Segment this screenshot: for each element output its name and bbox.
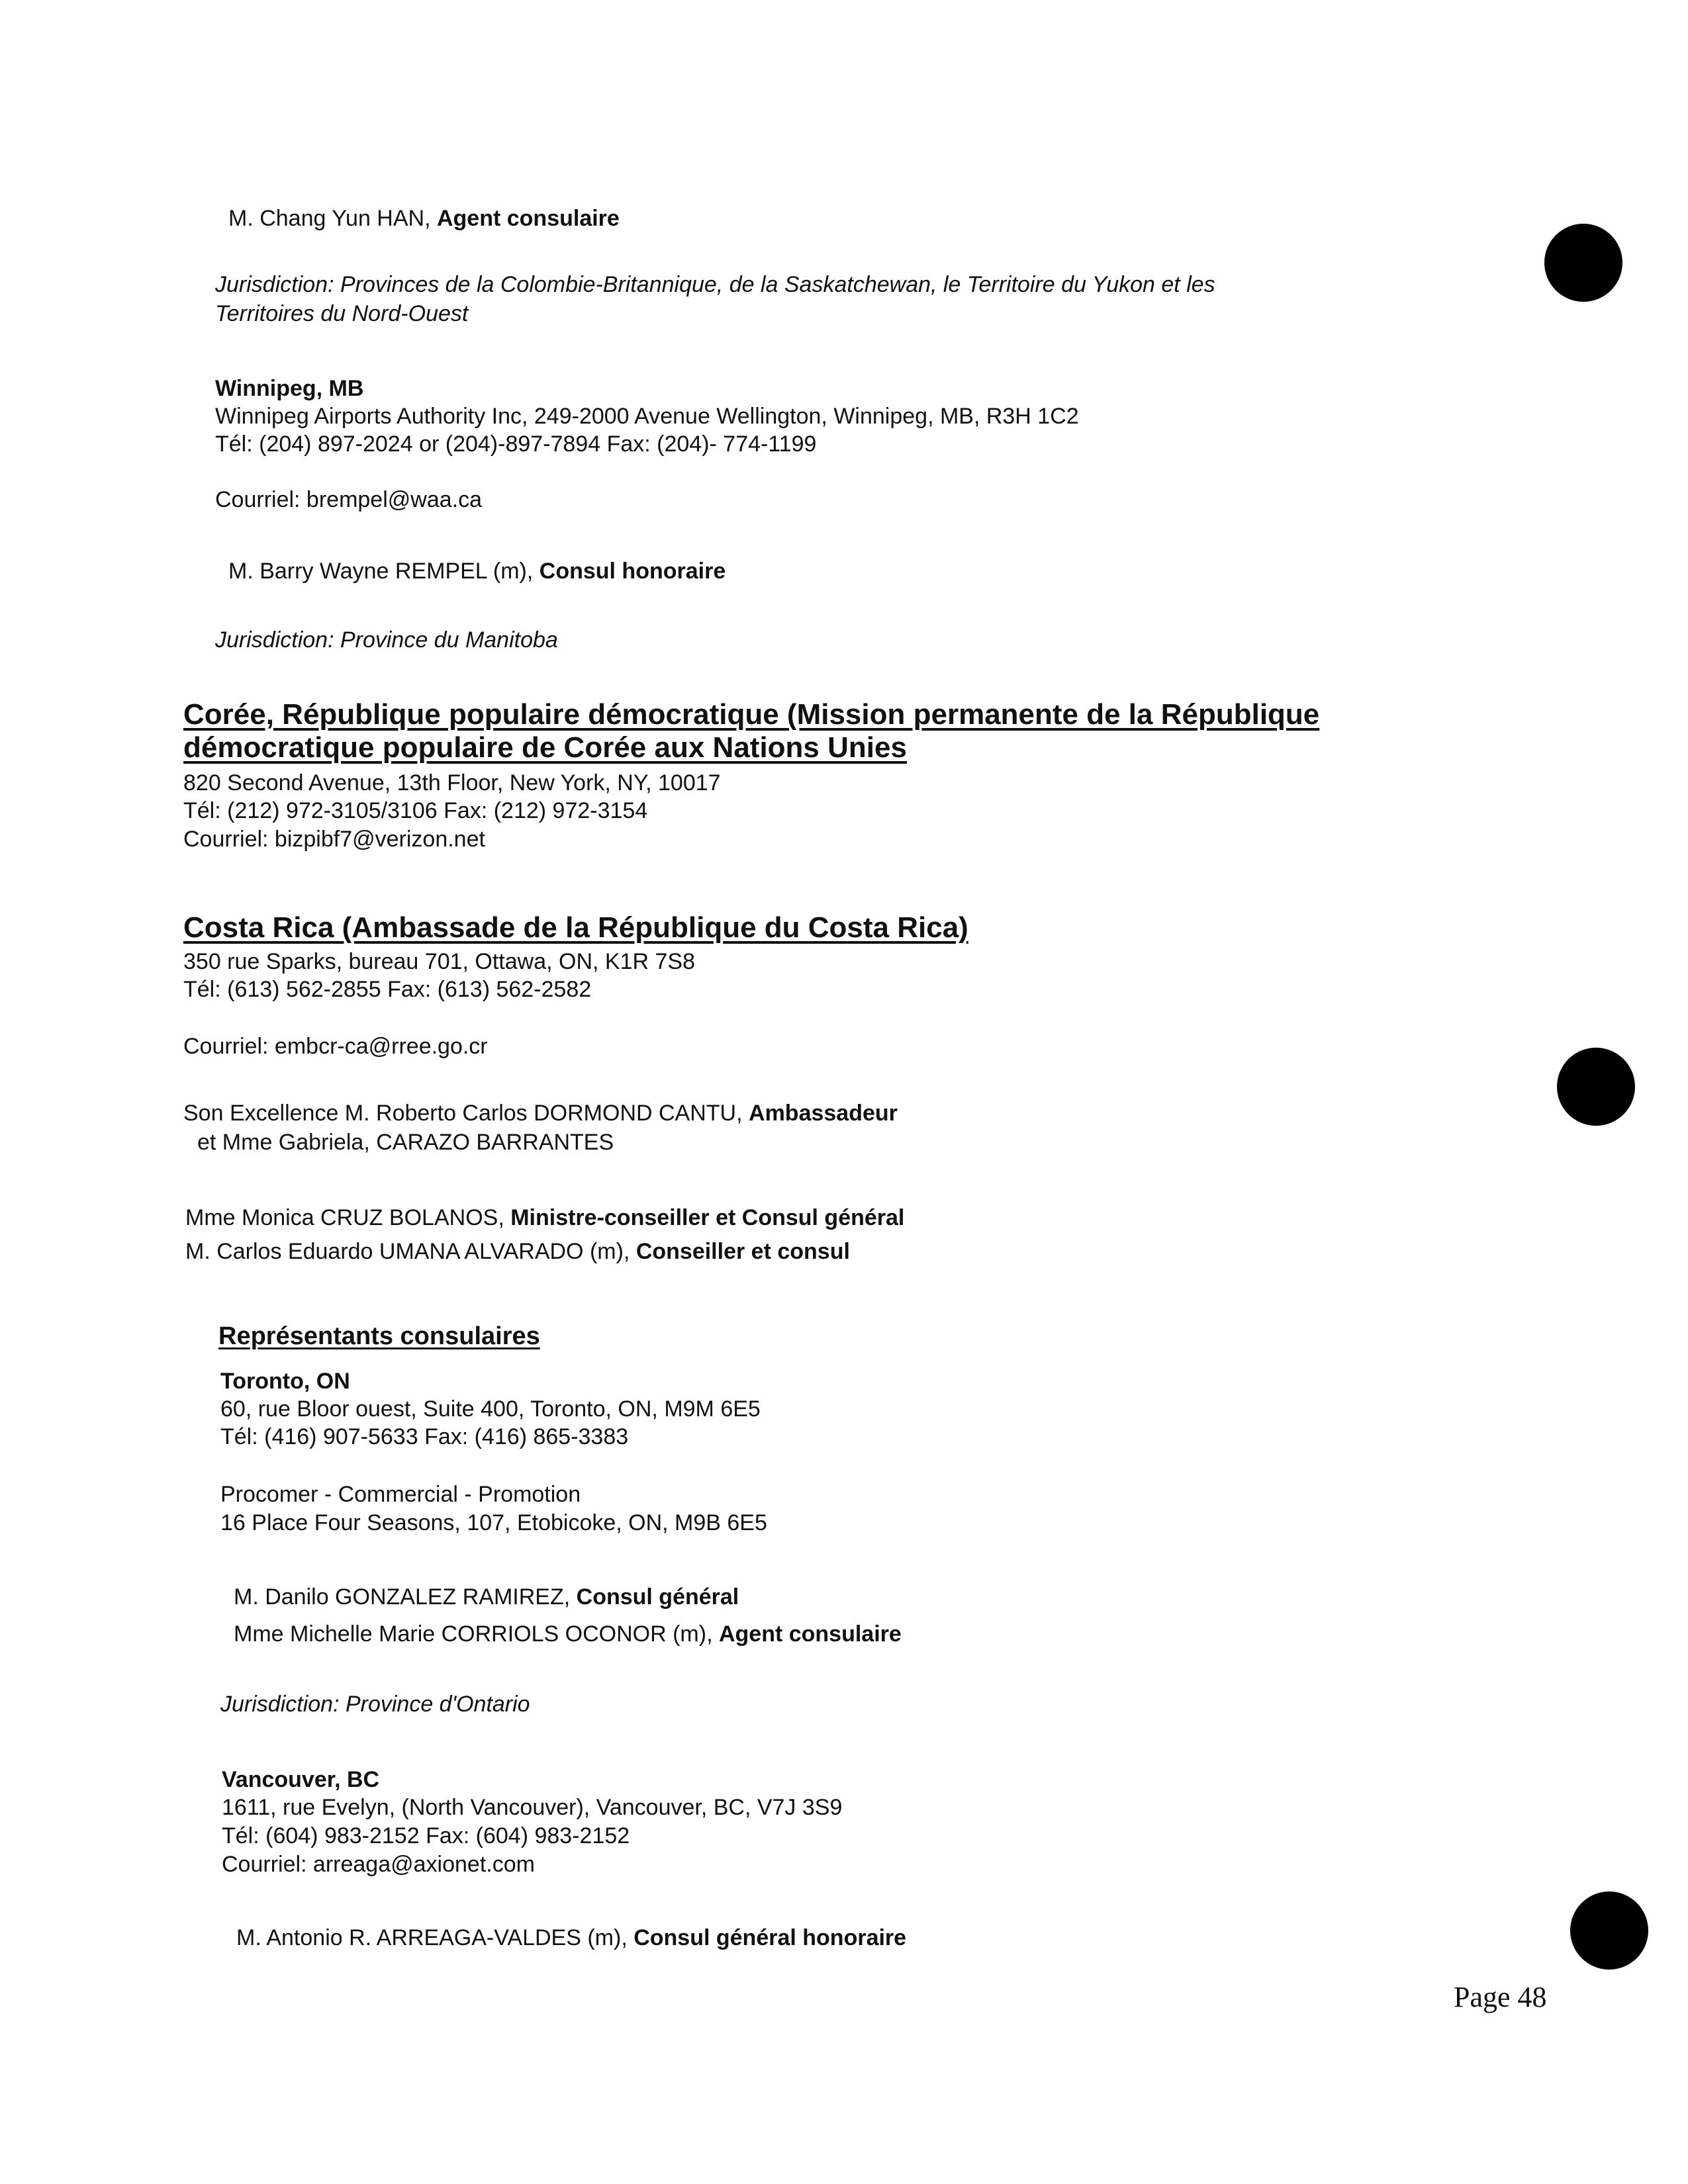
winnipeg-email: Courriel: brempel@waa.ca bbox=[215, 487, 483, 512]
coree-email: Courriel: bizpibf7@verizon.net bbox=[183, 827, 485, 852]
jurisdiction-han-line1: Jurisdiction: Provinces de la Colombie-Britannique, de la Saskatchewan, le Territoire du Yukon et les bbox=[215, 272, 1215, 297]
costa-rica-address: 350 rue Sparks, bureau 701, Ottawa, ON, K1R 7S8 bbox=[183, 949, 695, 974]
vancouver-email: Courriel: arreaga@axionet.com bbox=[222, 1852, 535, 1877]
contact-gonzalez-name: M. Danilo GONZALEZ RAMIREZ, bbox=[234, 1584, 577, 1610]
contact-arreaga-title: Consul général honoraire bbox=[633, 1925, 907, 1950]
punch-hole-middle bbox=[1557, 1048, 1635, 1126]
costa-rica-email: Courriel: embcr-ca@rree.go.cr bbox=[183, 1034, 488, 1059]
page-number: Page 48 bbox=[1454, 1981, 1547, 2013]
contact-minister bbox=[185, 1203, 904, 1232]
contact-han-name: M. Chang Yun HAN, bbox=[228, 206, 437, 231]
vancouver-phone: Tél: (604) 983-2152 Fax: (604) 983-2152 bbox=[222, 1823, 630, 1848]
coree-heading-line1: Corée, République populaire démocratique (Mission permanente de la République bbox=[183, 698, 1320, 731]
contact-ambassador bbox=[183, 1099, 898, 1128]
punch-hole-top bbox=[1544, 224, 1622, 302]
coree-heading-line2: démocratique populaire de Corée aux Nations Unies bbox=[183, 731, 907, 764]
contact-minister-name: Mme Monica CRUZ BOLANOS, bbox=[185, 1205, 511, 1230]
contact-counsellor-title: Conseiller et consul bbox=[635, 1239, 850, 1264]
contact-corriols bbox=[234, 1619, 902, 1649]
contact-corriols-name: Mme Michelle Marie CORRIOLS OCONOR (m), bbox=[234, 1621, 719, 1647]
winnipeg-phone: Tél: (204) 897-2024 or (204)-897-7894 Fax: (204)- 774-1199 bbox=[215, 432, 817, 457]
contact-counsellor bbox=[185, 1237, 850, 1266]
contact-ambassador-spouse: et Mme Gabriela, CARAZO BARRANTES bbox=[197, 1130, 614, 1155]
coree-address: 820 Second Avenue, 13th Floor, New York, NY, 10017 bbox=[183, 770, 721, 796]
vancouver-address: 1611, rue Evelyn, (North Vancouver), Vancouver, BC, V7J 3S9 bbox=[222, 1795, 843, 1820]
contact-minister-title: Ministre-conseiller et Consul général bbox=[510, 1205, 905, 1230]
toronto-procomer-address: 16 Place Four Seasons, 107, Etobicoke, ON, M9B 6E5 bbox=[220, 1510, 767, 1535]
toronto-procomer: Procomer - Commercial - Promotion bbox=[220, 1482, 581, 1507]
contact-han bbox=[228, 204, 620, 233]
vancouver-city: Vancouver, BC bbox=[222, 1767, 380, 1792]
contact-rempel-name: M. Barry Wayne REMPEL (m), bbox=[228, 559, 539, 584]
punch-hole-bottom bbox=[1570, 1891, 1648, 1970]
toronto-address: 60, rue Bloor ouest, Suite 400, Toronto, ON, M9M 6E5 bbox=[220, 1396, 761, 1422]
toronto-city: Toronto, ON bbox=[220, 1369, 350, 1394]
winnipeg-address: Winnipeg Airports Authority Inc, 249-2000 Avenue Wellington, Winnipeg, MB, R3H 1C2 bbox=[215, 404, 1079, 429]
costa-rica-heading: Costa Rica (Ambassade de la République du Costa Rica) bbox=[183, 911, 968, 944]
jurisdiction-manitoba: Jurisdiction: Province du Manitoba bbox=[215, 627, 558, 653]
coree-phone: Tél: (212) 972-3105/3106 Fax: (212) 972-3154 bbox=[183, 798, 648, 823]
contact-han-title: Agent consulaire bbox=[436, 206, 620, 231]
contact-rempel-title: Consul honoraire bbox=[539, 559, 726, 584]
contact-arreaga bbox=[236, 1923, 906, 1952]
contact-gonzalez bbox=[234, 1582, 739, 1612]
contact-counsellor-name: M. Carlos Eduardo UMANA ALVARADO (m), bbox=[185, 1239, 636, 1264]
contact-arreaga-name: M. Antonio R. ARREAGA-VALDES (m), bbox=[236, 1925, 634, 1950]
jurisdiction-ontario: Jurisdiction: Province d'Ontario bbox=[220, 1692, 530, 1717]
contact-gonzalez-title: Consul général bbox=[576, 1584, 739, 1610]
jurisdiction-han-line2: Territoires du Nord-Ouest bbox=[215, 301, 469, 326]
contact-rempel bbox=[228, 557, 726, 586]
costa-rica-phone: Tél: (613) 562-2855 Fax: (613) 562-2582 bbox=[183, 977, 592, 1002]
contact-corriols-title: Agent consulaire bbox=[718, 1621, 902, 1647]
toronto-phone: Tél: (416) 907-5633 Fax: (416) 865-3383 bbox=[220, 1424, 629, 1449]
representants-heading: Représentants consulaires bbox=[218, 1322, 540, 1350]
contact-ambassador-name: Son Excellence M. Roberto Carlos DORMOND CANTU, bbox=[183, 1101, 749, 1126]
contact-ambassador-title: Ambassadeur bbox=[749, 1101, 898, 1126]
winnipeg-city: Winnipeg, MB bbox=[215, 376, 364, 401]
